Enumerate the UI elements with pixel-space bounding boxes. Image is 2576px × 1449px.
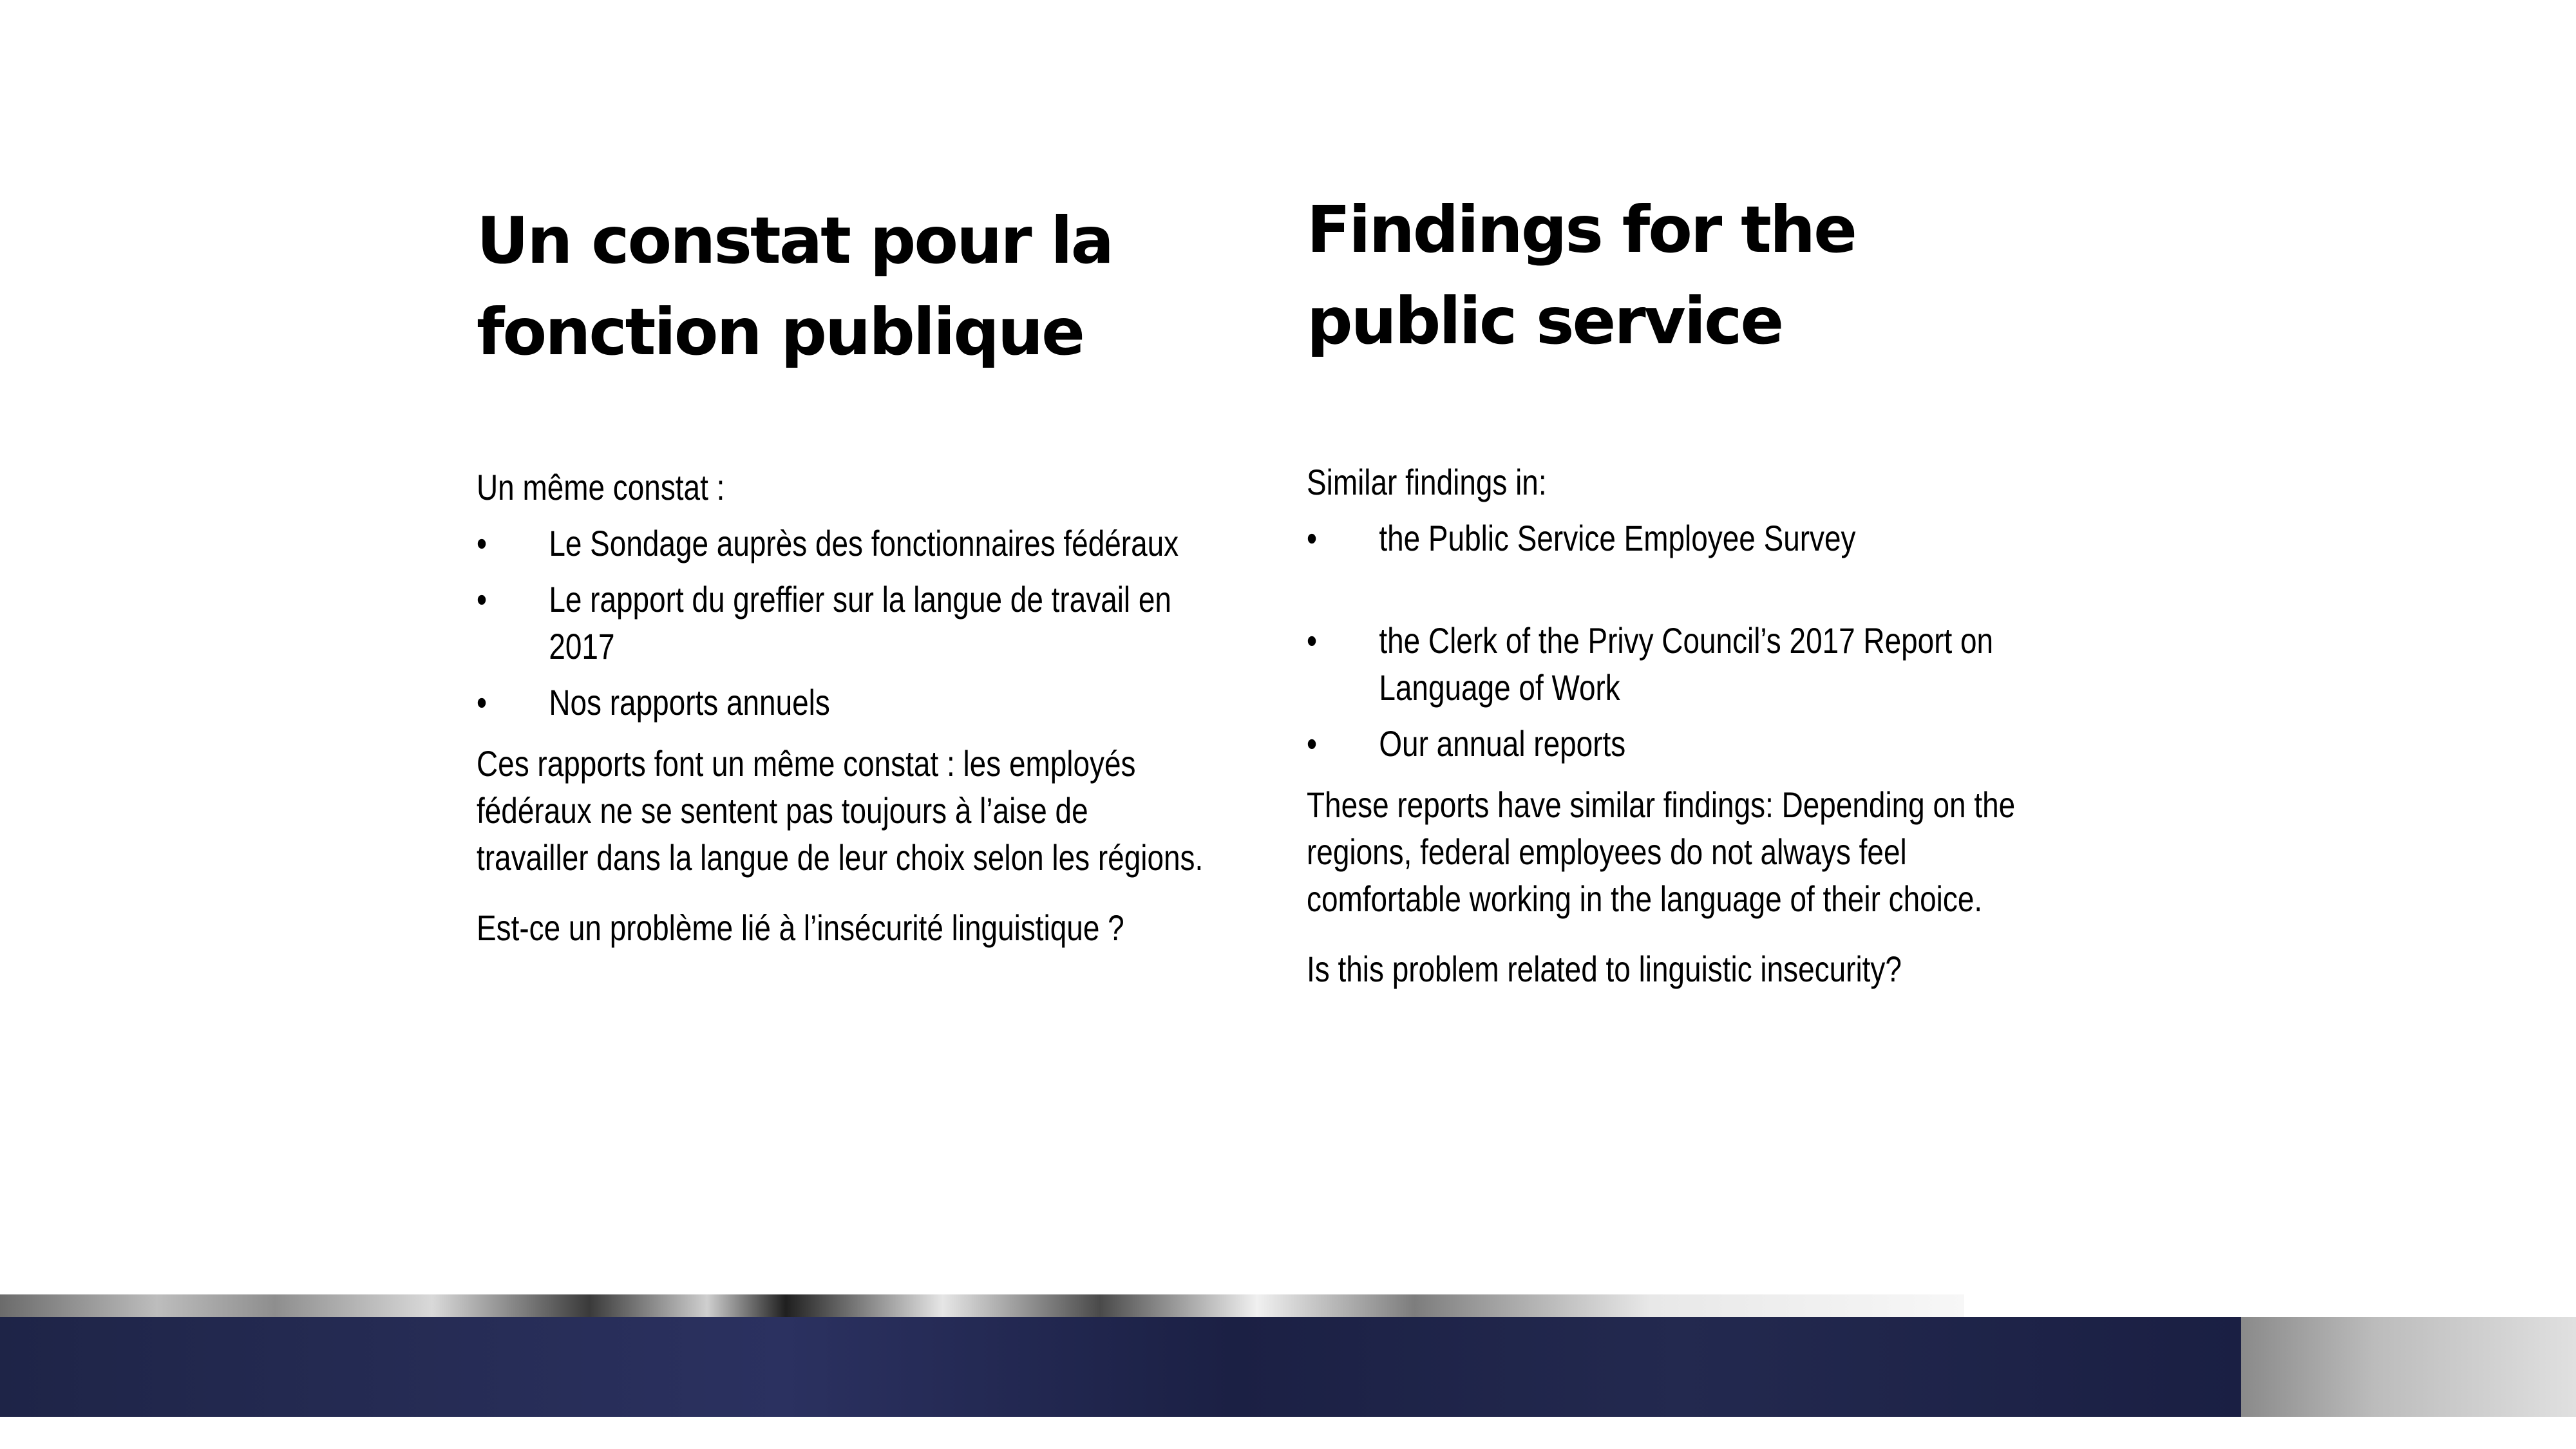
english-bullet-text: Our annual reports	[1379, 723, 1626, 764]
decorative-navy-band	[0, 1317, 2241, 1417]
english-paragraph-question: Is this problem related to linguistic insecurity?	[1307, 949, 1902, 989]
french-paragraph-findings: Ces rapports font un même constat : les employés fédéraux ne se sentent pas toujours à l’aise de travailler dans la langue de leur choix selon les régions.	[477, 743, 1204, 878]
french-intro: Un même constat :	[477, 467, 725, 507]
bullet-icon: •	[1307, 723, 1318, 764]
english-title	[1307, 184, 2047, 367]
french-bullet-item	[477, 520, 1204, 567]
english-bullet-text: the Clerk of the Privy Council’s 2017 Report on Language of Work	[1379, 620, 1994, 708]
bullet-icon: •	[477, 523, 488, 564]
bullet-icon: •	[1307, 518, 1318, 558]
english-intro: Similar findings in:	[1307, 462, 1547, 502]
bullet-icon: •	[1307, 620, 1318, 661]
french-title-line1: Un constat pour la	[477, 203, 1113, 278]
french-body	[477, 464, 1204, 951]
french-paragraph-question: Est-ce un problème lié à l’insécurité linguistique ?	[477, 907, 1124, 948]
french-bullet-text: Le rapport du greffier sur la langue de travail en 2017	[549, 579, 1171, 667]
french-bullet-text: Le Sondage auprès des fonctionnaires fédéraux	[549, 523, 1179, 564]
french-title-line2: fonction publique	[477, 294, 1083, 370]
bullet-icon: •	[477, 579, 488, 620]
english-bullet-item	[1307, 720, 2034, 767]
english-bullet-item	[1307, 617, 2034, 711]
french-bullet-text: Nos rapports annuels	[549, 682, 830, 723]
english-title-line2: public service	[1307, 283, 1783, 359]
english-bullet-item	[1307, 515, 2034, 562]
french-bullet-list	[477, 520, 1204, 726]
english-bullet-list	[1307, 515, 2034, 767]
french-bullet-item	[477, 679, 1204, 726]
bullet-icon: •	[477, 682, 488, 723]
decorative-gray-band	[2241, 1317, 2576, 1417]
english-body	[1307, 459, 2034, 992]
english-bullet-text: the Public Service Employee Survey	[1379, 518, 1856, 558]
decorative-photo-strip	[0, 1294, 1964, 1320]
french-title	[477, 195, 1217, 378]
english-title-line1: Findings for the	[1307, 192, 1855, 267]
english-paragraph-findings: These reports have similar findings: Depending on the regions, federal employees do not always feel comfortable working in the language of their choice.	[1307, 784, 2016, 919]
french-bullet-item	[477, 576, 1204, 670]
